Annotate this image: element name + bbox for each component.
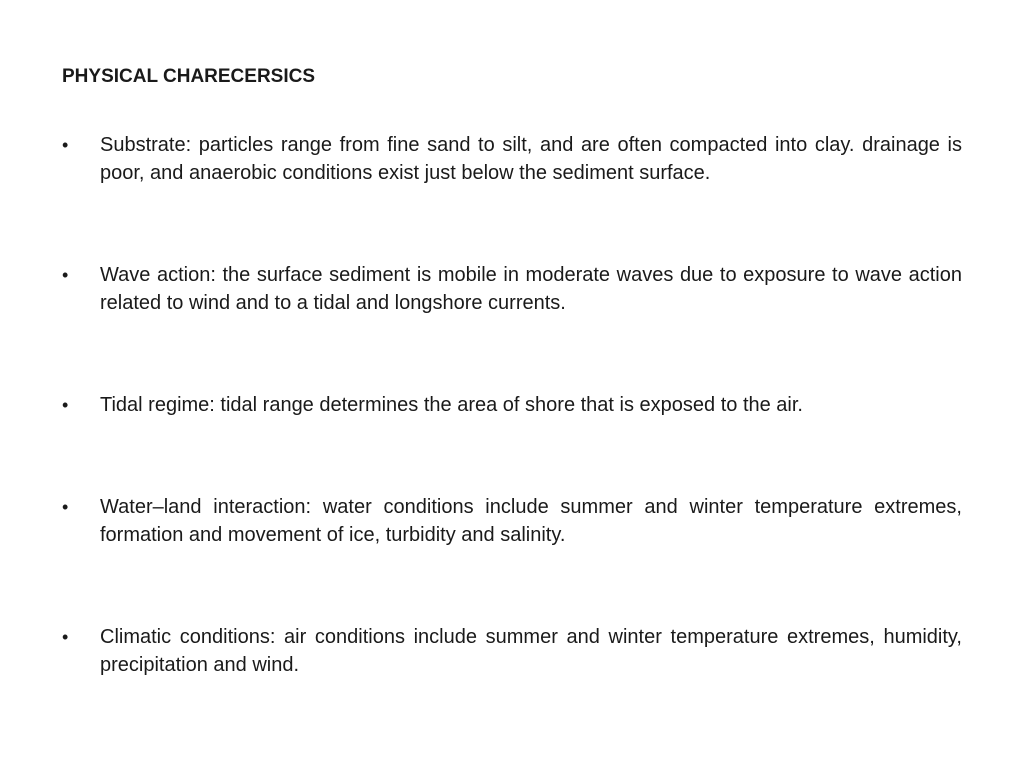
bullet-item-substrate bbox=[62, 131, 962, 187]
bullet-list bbox=[62, 131, 962, 679]
bullet-text: Wave action: the surface sediment is mobile in moderate waves due to exposure to wave action related to wind and to a tidal and longshore currents. bbox=[100, 264, 962, 314]
bullet-item-water-land-interaction bbox=[62, 493, 962, 549]
bullet-text: Substrate: particles range from fine sand to silt, and are often compacted into clay. drainage is poor, and anaerobic conditions exist just below the sediment surface. bbox=[100, 134, 962, 184]
bullet-marker: • bbox=[62, 265, 69, 285]
bullet-marker: • bbox=[62, 135, 69, 155]
bullet-item-climatic-conditions bbox=[62, 623, 962, 679]
bullet-marker: • bbox=[62, 497, 69, 517]
bullet-text: Water–land interaction: water conditions include summer and winter temperature extremes, formation and movement of ice, turbidity and salinity. bbox=[100, 496, 962, 546]
bullet-text: Climatic conditions: air conditions include summer and winter temperature extremes, humidity, precipitation and wind. bbox=[100, 626, 962, 676]
bullet-item-tidal-regime bbox=[62, 391, 962, 419]
bullet-text: Tidal regime: tidal range determines the area of shore that is exposed to the air. bbox=[100, 394, 803, 416]
bullet-marker: • bbox=[62, 627, 69, 647]
slide-title: PHYSICAL CHARECERSICS bbox=[62, 66, 316, 87]
bullet-item-wave-action bbox=[62, 261, 962, 317]
bullet-marker: • bbox=[62, 395, 69, 415]
